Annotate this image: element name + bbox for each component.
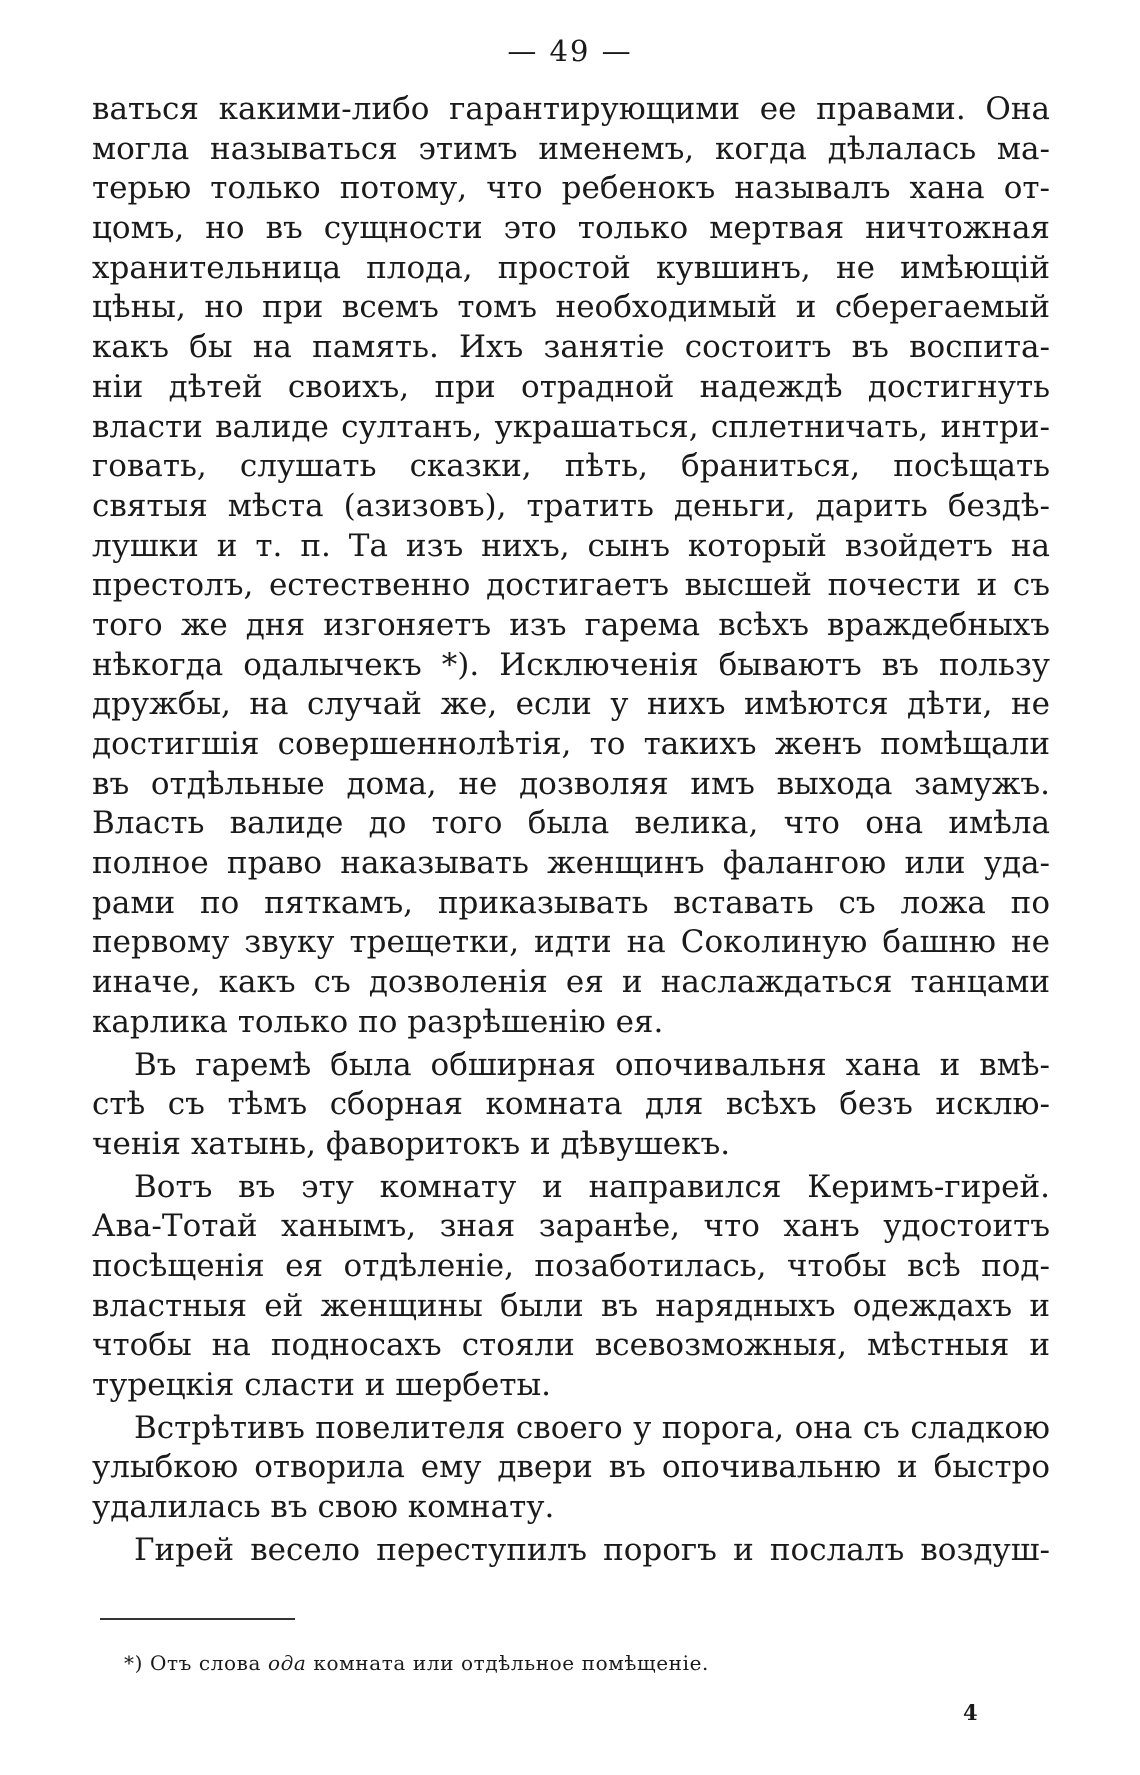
text-line: престолъ, естественно достигаетъ высшей почести и съ [92, 567, 1050, 604]
text-line: власти валиде султанъ, украшаться, сплетничать, интри- [92, 408, 1050, 445]
text-line: цомъ, но въ сущности это только мертвая ничтожная [92, 210, 1050, 247]
footnote-emphasis: ода [268, 1651, 307, 1675]
body-text [92, 90, 1050, 1570]
text-line: Власть валиде до того была велика, что она имѣла [92, 805, 1050, 842]
text-line: Ава-Тотай ханымъ, зная заранѣе, что ханъ удостоитъ [92, 1208, 1050, 1245]
footnote-divider [100, 1618, 295, 1620]
text-line: лушки и т. п. Та изъ нихъ, сынъ который взойдетъ на [92, 527, 1050, 564]
text-line: рами по пяткамъ, приказывать вставать съ ложа по [92, 884, 1050, 921]
page-number: — 49 — [507, 34, 633, 68]
text-line: ваться какими-либо гарантирующими ее правами. Она [92, 91, 1050, 127]
text-line: святыя мѣста (азизовъ), тратить деньги, дарить бездѣ- [92, 487, 1050, 524]
text-line: турецкія сласти и шербеты. [92, 1367, 551, 1403]
text-line: хранительница плода, простой кувшинъ, не имѣющій [92, 249, 1050, 286]
text-line: карлика только по разрѣшенію ея. [92, 1003, 664, 1040]
paragraph-2 [92, 1046, 1050, 1165]
text-line: стѣ съ тѣмъ сборная комната для всѣхъ безъ исклю- [92, 1086, 1050, 1123]
footnote-text-before: *) Отъ слова [124, 1651, 268, 1675]
footnote-text-after: комната или отдѣльное помѣщеніе. [306, 1651, 710, 1675]
footnote [124, 1651, 709, 1675]
printer-signature-mark: 4 [963, 1700, 978, 1725]
text-line: могла называться этимъ именемъ, когда дѣлалась ма- [92, 130, 1050, 167]
text-line: какъ бы на память. Ихъ занятіе состоитъ въ воспита- [92, 329, 1050, 366]
paragraph-3 [92, 1168, 1050, 1406]
text-line: Гирей весело переступилъ порогъ и послалъ воздуш- [134, 1531, 1050, 1568]
text-line: дружбы, на случай же, если у нихъ имѣются дѣти, не [92, 686, 1050, 723]
text-line: полное право наказывать женщинъ фалангою или уда- [92, 845, 1050, 882]
text-line: нѣкогда одалычекъ *). Исключенія бываютъ въ пользу [92, 646, 1050, 683]
text-line: въ отдѣльные дома, не дозволяя имъ выхода замужъ. [92, 765, 1050, 802]
text-line: цѣны, но при всемъ томъ необходимый и сберегаемый [92, 289, 1050, 326]
paragraph-5 [92, 1531, 1050, 1571]
text-line: иначе, какъ съ дозволенія ея и наслаждаться танцами [92, 964, 1050, 1001]
text-line: властныя ей женщины были въ нарядныхъ одеждахъ и [92, 1287, 1050, 1324]
text-line: чтобы на подносахъ стояли всевозможныя, мѣстныя и [92, 1327, 1050, 1364]
text-line: Въ гаремѣ была обширная опочивальня хана и вмѣ- [134, 1046, 1050, 1083]
text-line: того же дня изгоняетъ изъ гарема всѣхъ враждебныхъ [92, 606, 1050, 643]
text-line: Встрѣтивъ повелителя своего у порога, она съ сладкою [134, 1409, 1050, 1446]
text-line: удалилась въ свою комнату. [92, 1489, 555, 1526]
text-line: терью только потому, что ребенокъ называлъ хана от- [92, 170, 1050, 207]
text-line: первому звуку трещетки, идти на Соколиную башню не [92, 924, 1050, 961]
paragraph-4 [92, 1409, 1050, 1528]
text-line: ніи дѣтей своихъ, при отрадной надеждѣ достигнуть [92, 368, 1050, 405]
text-line: говать, слушать сказки, пѣть, браниться, посѣщать [92, 448, 1050, 485]
paragraph-1 [92, 90, 1050, 1043]
text-line: улыбкою отворила ему двери въ опочивальню и быстро [92, 1449, 1050, 1486]
text-line: Вотъ въ эту комнату и направился Керимъ-гирей. [134, 1168, 1050, 1205]
text-line: ченія хатынь, фаворитокъ и дѣвушекъ. [92, 1125, 731, 1162]
text-line: достигшія совершеннолѣтія, то такихъ женъ помѣщали [92, 726, 1050, 762]
text-line: посѣщенія ея отдѣленіе, позаботилась, чтобы всѣ под- [92, 1247, 1050, 1284]
